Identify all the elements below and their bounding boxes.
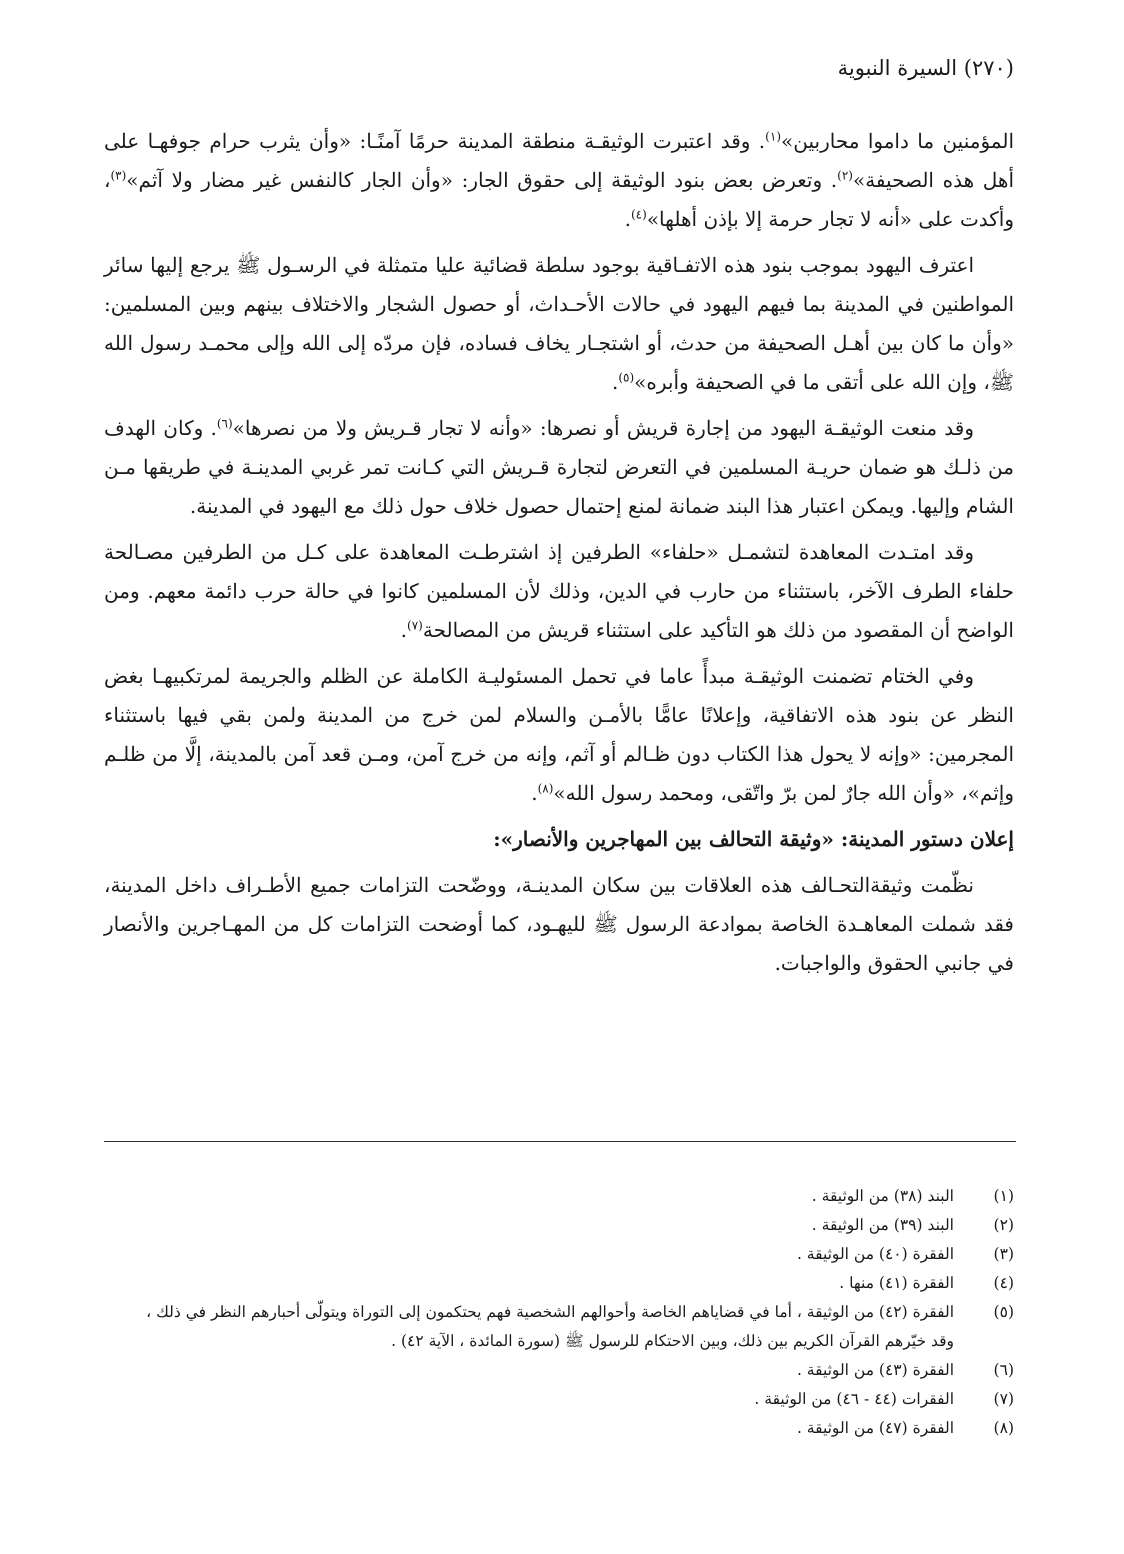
text-run: اعترف اليهود بموجب بنود هذه الاتفـاقية بوجود سلطة قضائية عليا متمثلة في الرسـول ﷺ يرجع إليها سائر المواطنين في المدينة بما فيهم اليهود في حالات الأحـداث، أو حصول الشجار والاختلاف بينهم وبين المسلمين: «وأن ما كان بين أهـل الصحيفة من حدث، أو اشتجـار يخاف فساده، فإن مردّه إلى الله وإلى محمـد رسول الله ﷺ، وإن الله على أتقى ما في الصحيفة وأبره»	[104, 253, 1014, 394]
footnote-text	[104, 1182, 954, 1211]
footnote-number: (١)	[993, 1187, 1014, 1205]
text-run: . وتعرض بعض بنود الوثيقة إلى حقوق الجار: «وأن الجار كالنفس غير مضار ولا آثم»	[126, 168, 838, 192]
footnote-number: (٥)	[993, 1303, 1014, 1321]
text-run: .	[400, 618, 408, 642]
footnote-item	[104, 1356, 1014, 1385]
paragraph-1	[104, 122, 1014, 239]
footnote-item	[104, 1211, 1014, 1240]
footnotes	[104, 1182, 1014, 1443]
footnote-item	[104, 1385, 1014, 1414]
footnote-ref[interactable]: (٤)	[630, 207, 647, 222]
footnote-line: البند (٣٩) من الوثيقة .	[811, 1216, 954, 1234]
footnote-item	[104, 1240, 1014, 1269]
paragraph-2	[104, 246, 1014, 402]
footnote-text	[104, 1240, 954, 1269]
footnote-item	[104, 1414, 1014, 1443]
section-heading: إعلان دستور المدينة: «وثيقة التحالف بين المهاجرين والأنصار»:	[493, 827, 1014, 851]
paragraph-5	[104, 657, 1014, 813]
text-run: .	[611, 370, 619, 394]
footnote-number: (٤)	[993, 1274, 1014, 1292]
footnote-line: الفقرة (٤٠) من الوثيقة .	[796, 1245, 954, 1263]
running-head: (٢٧٠) السيرة النبوية	[837, 56, 1014, 80]
footnote-line: الفقرة (٤٢) من الوثيقة ، أما في قضاياهم الخاصة وأحوالهم الشخصية فهم يحتكمون إلى التوراة ويتولّى أحبارهم النظر في ذلك ،	[146, 1303, 954, 1321]
paragraph-3	[104, 409, 1014, 526]
footnote-line: البند (٣٨) من الوثيقة .	[811, 1187, 954, 1205]
footnote-text	[104, 1269, 954, 1298]
footnote-text	[104, 1356, 954, 1385]
footnote-ref[interactable]: (٧)	[407, 618, 423, 633]
footnote-line: الفقرة (٤٣) من الوثيقة .	[796, 1361, 954, 1379]
footnote-line: الفقرة (٤١) منها .	[839, 1274, 954, 1292]
text-run: . وكان الهدف من ذلـك هو ضمان حريـة المسلمين في التعرض لتجارة قـريش التي كـانت تمر غربي المدينـة في طريقها مـن الشام وإليها. ويمكن اعتبار هذا البند ضمانة لمنع إحتمال حصول خلاف حول ذلك مع اليهود في المدينة.	[104, 416, 1014, 518]
footnote-text	[104, 1385, 954, 1414]
text-run: ، وأكدت على «أنه لا تجار حرمة إلا بإذن أهلها»	[104, 168, 1014, 231]
text-run: .	[624, 207, 631, 231]
footnote-ref[interactable]: (٨)	[537, 781, 554, 796]
footnote-ref[interactable]: (٥)	[618, 370, 635, 385]
footnote-ref[interactable]: (١)	[765, 129, 781, 144]
footnote-text	[104, 1414, 954, 1443]
footnote-item	[104, 1298, 1014, 1356]
footnote-item	[104, 1182, 1014, 1211]
footnote-ref[interactable]: (٢)	[837, 168, 853, 183]
text-run: وقد امتـدت المعاهدة لتشمـل «حلفاء» الطرفين إذ اشترطـت المعاهدة على كـل من الطرفين مصـالحة حلفاء الطرف الآخر، باستثناء من حارب في الدين، وذلك لأن المسلمين كانوا في حالة حرب دائمة معهم. ومن الواضح أن المقصود من ذلك هو التأكيد على استثناء قريش من المصالحة	[104, 540, 1014, 642]
footnote-number: (٢)	[993, 1216, 1014, 1234]
footnote-number: (٦)	[993, 1361, 1014, 1379]
footnote-line: الفقرات (٤٤ - ٤٦) من الوثيقة .	[754, 1390, 954, 1408]
footnote-ref[interactable]: (٦)	[216, 416, 233, 431]
text-run: .	[531, 781, 538, 805]
main-text	[104, 122, 1014, 983]
footnote-line: وقد خيّرهم القرآن الكريم بين ذلك، وبين الاحتكام للرسول ﷺ (سورة المائدة ، الآية ٤٢) .	[391, 1332, 954, 1350]
footnote-number: (٣)	[993, 1245, 1014, 1263]
footnote-number: (٧)	[993, 1390, 1014, 1408]
text-run: وقد منعت الوثيقـة اليهود من إجارة قريش أو نصرها: «وأنه لا تجار قـريش ولا من نصرها»	[232, 416, 974, 440]
footnote-text	[104, 1211, 954, 1240]
footnote-number: (٨)	[993, 1419, 1014, 1437]
page-content	[104, 52, 1014, 990]
footnote-line: الفقرة (٤٧) من الوثيقة .	[796, 1419, 954, 1437]
paragraph-6: نظّمت وثيقةالتحـالف هذه العلاقات بين سكان المدينـة، ووضّحت التزامات جميع الأطـراف داخل المدينة، فقد شملت المعاهـدة الخاصة بموادعة الرسول ﷺ لليهـود، كما أوضحت التزامات كل من المهـاجرين والأنصار في جانبي الحقوق والواجبات.	[104, 873, 1014, 975]
footnote-item	[104, 1269, 1014, 1298]
footnote-divider	[104, 1141, 1016, 1142]
text-run: المؤمنين ما داموا محاربين»	[781, 129, 1014, 153]
footnote-text	[104, 1298, 954, 1356]
footnote-ref[interactable]: (٣)	[110, 168, 127, 183]
paragraph-4	[104, 533, 1014, 650]
text-run: وفي الختام تضمنت الوثيقـة مبدأً عاما في تحمل المسئوليـة الكاملة عن الظلم والجريمة لمرتكبيهـا بغض النظر عن بنود هذه الاتفاقية، وإعلانًا عامًّا بالأمـن والسلام لمن خرج من المدينة ولمن بقي فيها باستثناء المجرمين: «وإنه لا يحول هذا الكتاب دون ظـالم أو آثم، وإنه من خرج آمن، ومـن قعد آمن بالمدينة، إلَّا من ظلـم وإثم»، «وأن الله جارٌ لمن برّ واتّقى، ومحمد رسول الله»	[104, 664, 1014, 805]
text-run: . وقد اعتبرت الوثيقـة منطقة المدينة حرمًا آمنًـا: «وأن يثرب حرام جوفهـا على أهل هذه الصحيفة»	[104, 129, 1014, 192]
